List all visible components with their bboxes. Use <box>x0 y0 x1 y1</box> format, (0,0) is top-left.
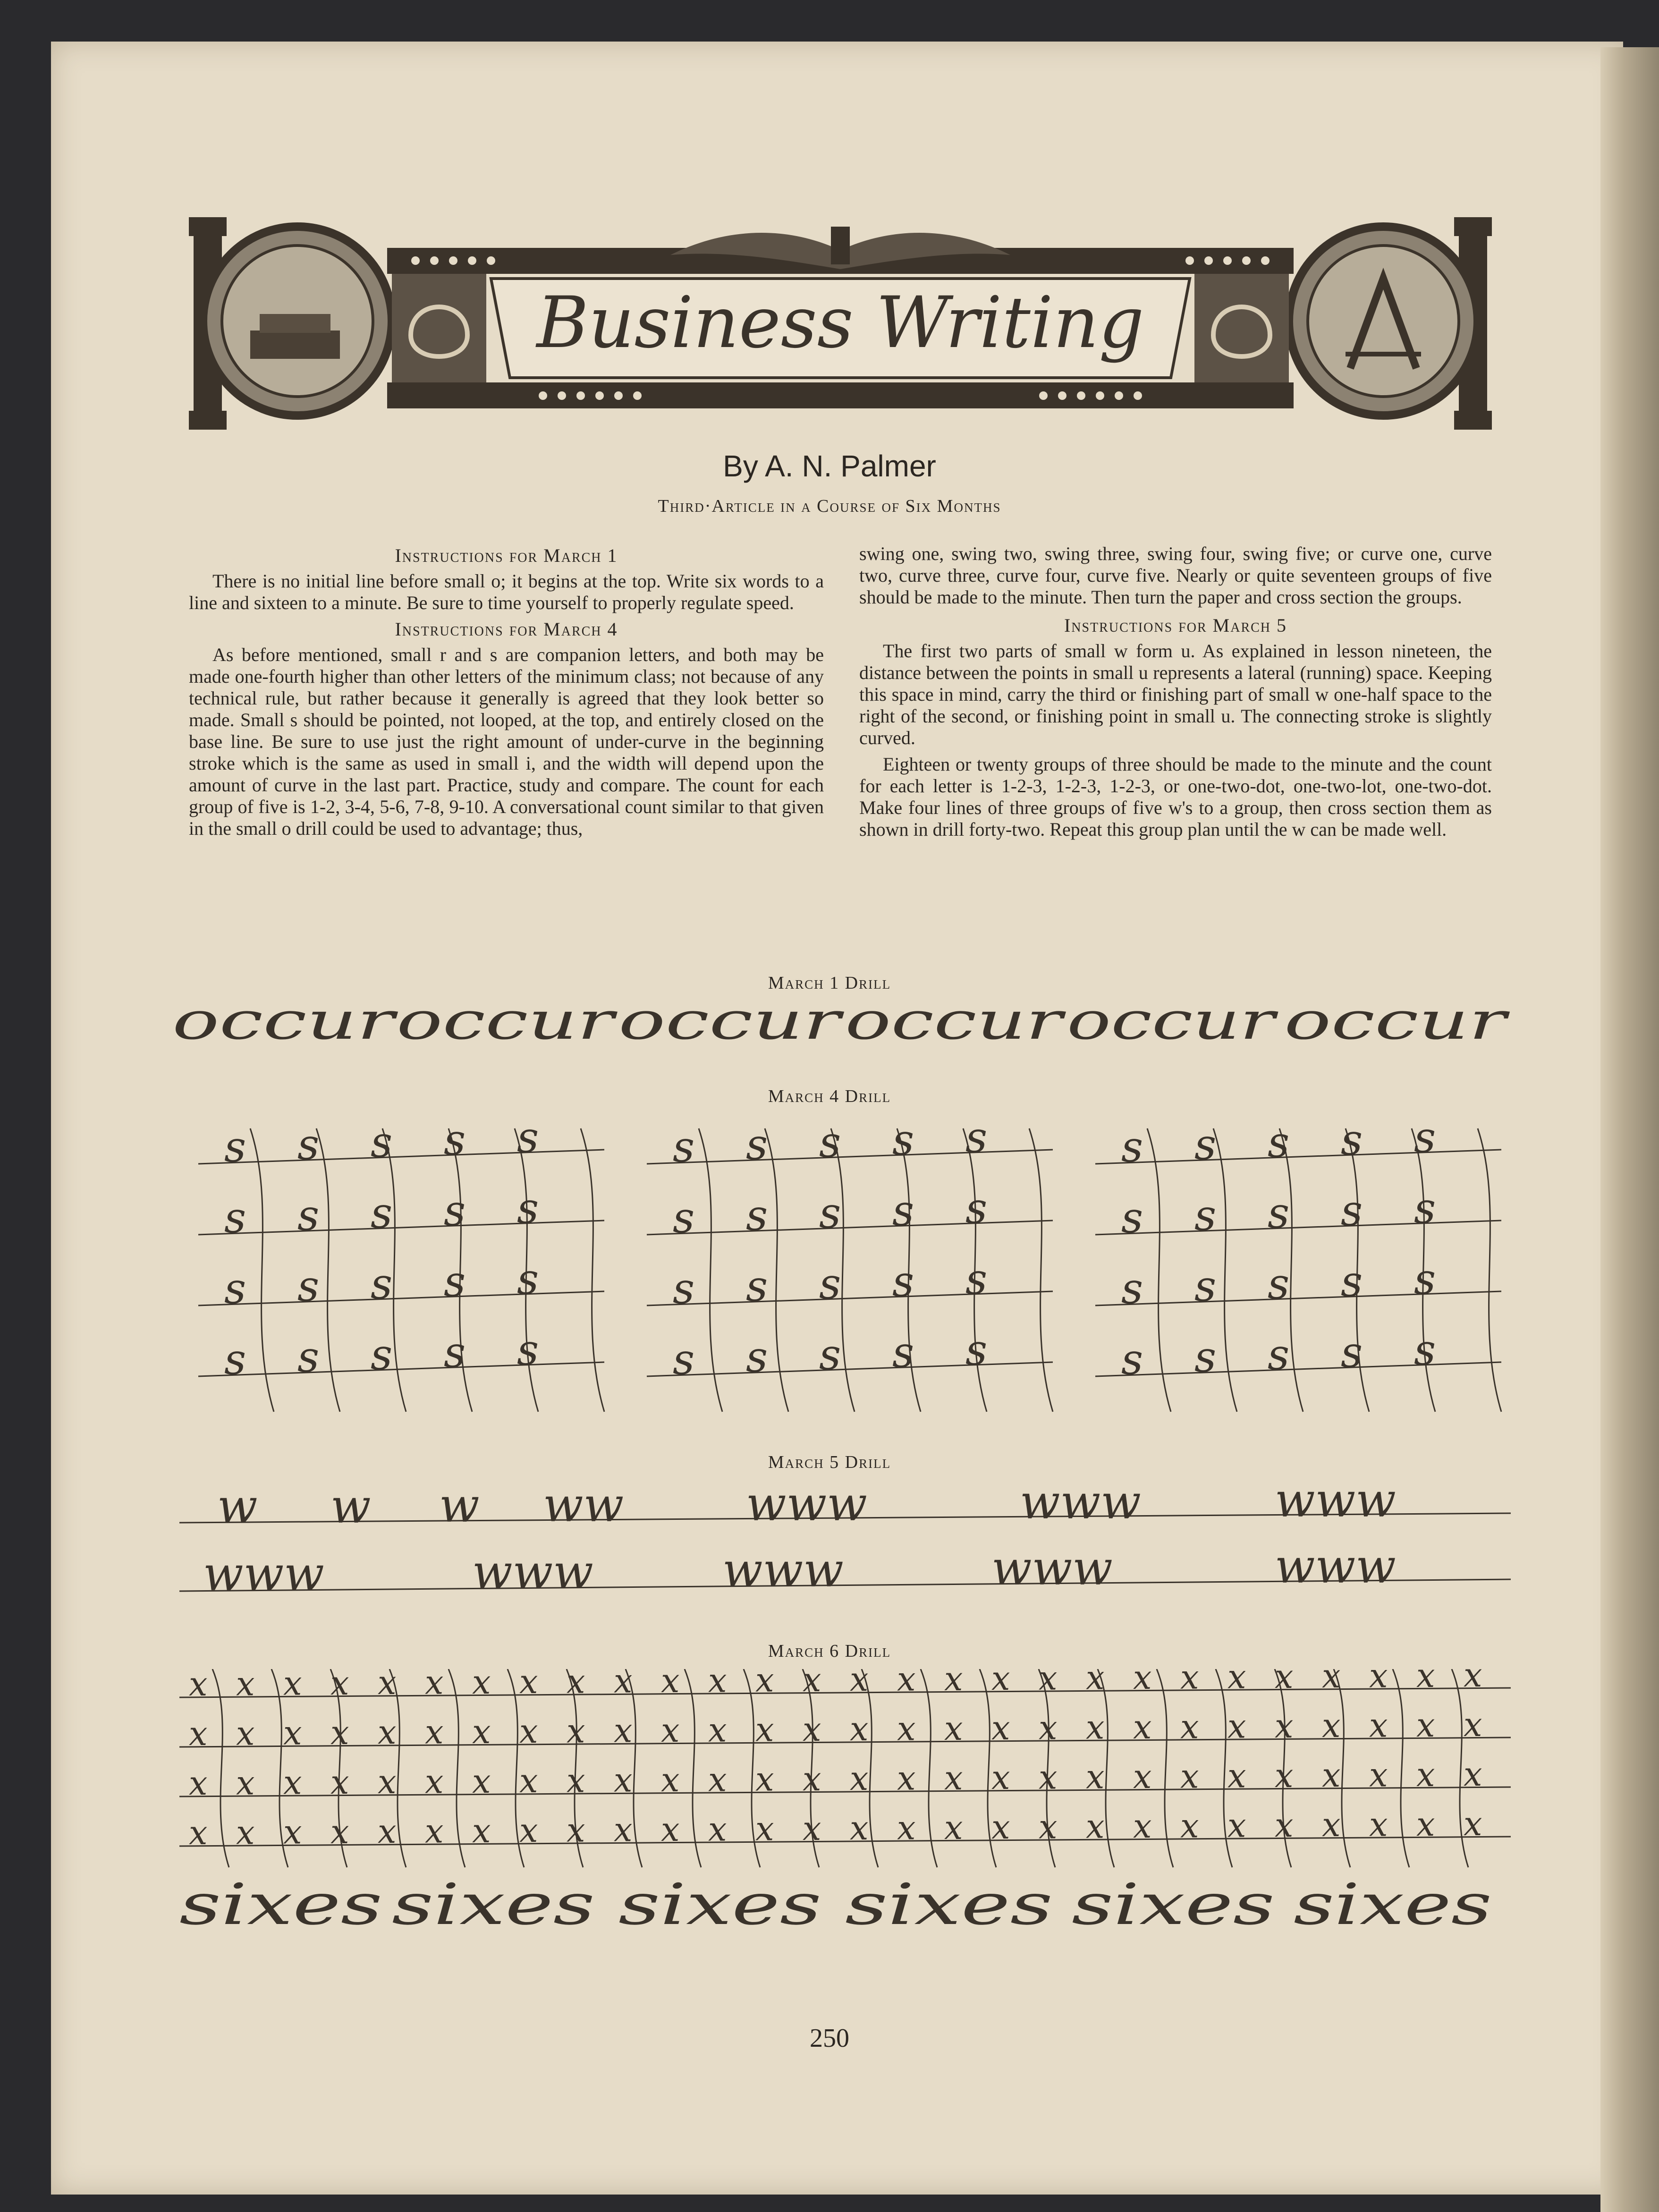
drill-letter: x <box>1322 1669 1341 1696</box>
drill-baseline <box>1095 1220 1501 1235</box>
drill-baseline <box>647 1362 1053 1376</box>
drill-letter: s <box>965 1254 988 1304</box>
march1-word: occur <box>172 996 399 1051</box>
drill-letter: x <box>1369 1669 1388 1695</box>
drill-letter: x <box>1227 1806 1246 1845</box>
drill-letter: x <box>1039 1708 1058 1747</box>
drill-letter: x <box>944 1808 963 1847</box>
drill-letter: x <box>1275 1669 1294 1696</box>
drill-letter: s <box>1414 1254 1436 1304</box>
march4-drill-label: March 4 Drill <box>768 1086 891 1106</box>
drill-letter: x <box>1180 1669 1199 1697</box>
march5-group: www <box>1020 1478 1141 1530</box>
drill-baseline <box>198 1291 604 1305</box>
drill-letter: x <box>330 1812 349 1851</box>
march1-drill-label: March 1 Drill <box>768 973 891 993</box>
drill-letter: x <box>189 1814 208 1852</box>
banner-title: Business Writing <box>536 282 1144 364</box>
header-banner <box>189 212 1492 434</box>
drill-letter: s <box>444 1119 466 1165</box>
drill-letter: x <box>472 1811 491 1850</box>
march5-drill-label: March 5 Drill <box>768 1452 891 1472</box>
drill-letter: x <box>803 1710 821 1749</box>
drill-letter: s <box>819 1259 841 1309</box>
drill-letter: x <box>567 1761 585 1800</box>
drill-letter: x <box>1322 1805 1341 1845</box>
drill-letter: s <box>892 1119 914 1165</box>
drill-letter: x <box>330 1713 349 1752</box>
drill-letter: s <box>444 1186 466 1236</box>
drill-letter: s <box>1121 1193 1143 1243</box>
drill-letter: x <box>1086 1708 1105 1747</box>
drill-letter: x <box>1227 1707 1246 1746</box>
drill-letter: s <box>224 1264 246 1314</box>
drill-letter: x <box>1133 1757 1152 1796</box>
drill-letter: x <box>519 1762 538 1801</box>
drill-letter: s <box>965 1325 988 1375</box>
drill-letter: x <box>991 1808 1010 1847</box>
march5-group: www <box>1275 1539 1396 1594</box>
march1-instructions-text: There is no initial line before small o; it begins at the top. Write six words to a line and sixteen to a minute. Be sure to time yourself to properly regulate speed. <box>189 570 824 613</box>
drill-letter: x <box>897 1709 916 1748</box>
march5-group: w <box>217 1479 258 1534</box>
drill-cross-stroke <box>581 1128 604 1412</box>
drill-letter: x <box>1227 1669 1246 1696</box>
drill-letter: x <box>803 1669 821 1699</box>
drill-letter: x <box>708 1810 727 1849</box>
drill-letter: s <box>297 1332 320 1382</box>
drill-cross-stroke <box>449 1669 465 1867</box>
drill-letter: x <box>755 1669 774 1700</box>
march6-word: sixes <box>845 1872 1053 1933</box>
drill-cross-stroke <box>250 1128 274 1412</box>
drill-letter: x <box>661 1711 680 1750</box>
march5-instructions-text-2: Eighteen or twenty groups of three should be made to the minute and the count for each letter is 1-2-3, 1-2-3, 1-2-3, or one-two-dot, one-two-lot, one-two-dot. Make four lines of three groups of five w's to a group, then cross section them as shown in drill forty-two. Repeat this group plan until the w can be made well. <box>859 754 1492 840</box>
drill-letter: s <box>224 1335 246 1384</box>
drill-letter: x <box>897 1808 916 1848</box>
author-byline: By A. N. Palmer <box>723 449 936 483</box>
march4-instructions-continued: swing one, swing two, swing three, swing four, swing five; or curve one, curve two, curve three, curve four, curve five. Nearly or quite seventeen groups of five should be made to the minute. Then turn the paper and cross section the groups. <box>859 543 1492 608</box>
drill-letter: s <box>746 1191 768 1240</box>
march5-group: w <box>330 1479 371 1534</box>
drill-letter: s <box>1121 1335 1143 1384</box>
march5-group: www <box>746 1478 867 1532</box>
drill-letter: x <box>708 1711 727 1750</box>
drill-letter: s <box>444 1328 466 1377</box>
drill-letter: s <box>517 1325 539 1375</box>
drill-baseline <box>1095 1362 1501 1376</box>
drill-baseline <box>647 1150 1053 1164</box>
march1-word: occur <box>845 996 1067 1051</box>
drill-letter: x <box>991 1709 1010 1748</box>
drill-letter: x <box>378 1812 397 1851</box>
drill-letter: x <box>1086 1757 1105 1797</box>
drill-letter: x <box>1133 1807 1152 1846</box>
drill-baseline <box>647 1291 1053 1305</box>
march1-instructions-heading: Instructions for March 1 <box>395 545 618 566</box>
drill-letter: x <box>236 1669 255 1703</box>
drill-letter: x <box>425 1669 444 1702</box>
drill-letter: x <box>1416 1669 1435 1695</box>
drill-letter: x <box>1416 1705 1435 1745</box>
drill-letter: x <box>944 1758 963 1797</box>
drill-letter: x <box>189 1669 208 1703</box>
drill-letter: x <box>567 1811 585 1850</box>
drill-letter: x <box>1464 1805 1482 1844</box>
drill-baseline <box>647 1220 1053 1235</box>
drill-letter: x <box>1039 1758 1058 1797</box>
drill-letter: x <box>850 1759 869 1798</box>
drill-letter: s <box>892 1186 914 1236</box>
drill-letter: x <box>708 1669 727 1700</box>
drill-cross-stroke <box>1147 1128 1171 1412</box>
drill-letter: x <box>661 1810 680 1849</box>
drill-letter: s <box>1268 1119 1290 1167</box>
drill-letter: x <box>1322 1706 1341 1746</box>
march1-word: occur <box>1067 996 1279 1051</box>
drill-letter: s <box>1341 1119 1363 1165</box>
drill-letter: s <box>1268 1330 1290 1380</box>
drill-letter: s <box>746 1332 768 1382</box>
drill-letter: x <box>944 1669 963 1698</box>
drill-letter: x <box>755 1710 774 1749</box>
drill-cross-stroke <box>1213 1128 1237 1412</box>
drill-letter: x <box>1369 1805 1388 1844</box>
drill-letter: x <box>661 1669 680 1700</box>
drill-letter: x <box>425 1762 444 1801</box>
drill-letter: x <box>189 1714 208 1753</box>
drill-letter: s <box>819 1330 841 1380</box>
drill-letter: s <box>224 1122 246 1172</box>
drill-letter: s <box>1414 1325 1436 1375</box>
drill-letter: x <box>1369 1755 1388 1795</box>
drill-letter: s <box>371 1119 393 1167</box>
drill-letter: x <box>1275 1805 1294 1845</box>
drill-letter: s <box>1268 1188 1290 1238</box>
march6-drill-label: March 6 Drill <box>768 1641 891 1661</box>
drill-letter: x <box>1133 1669 1152 1697</box>
drill-letter: s <box>673 1335 695 1384</box>
drill-letter: x <box>330 1763 349 1802</box>
drill-letter: x <box>897 1759 916 1798</box>
drill-letter: s <box>673 1264 695 1314</box>
drill-letter: s <box>517 1254 539 1304</box>
drill-cross-stroke <box>921 1669 937 1867</box>
drill-letter: s <box>371 1259 393 1309</box>
march1-drill <box>0 996 1659 1053</box>
march6-drill <box>0 1669 1659 1933</box>
drill-baseline <box>198 1150 604 1164</box>
drill-letter: x <box>755 1809 774 1848</box>
march4-instructions-heading: Instructions for March 4 <box>395 619 618 640</box>
drill-letter: s <box>892 1257 914 1306</box>
drill-letter: x <box>236 1714 255 1753</box>
drill-letter: x <box>897 1669 916 1699</box>
article-subtitle: Third·Article in a Course of Six Months <box>658 496 1001 516</box>
drill-letter: x <box>1180 1707 1199 1746</box>
drill-baseline <box>198 1220 604 1235</box>
drill-letter: s <box>965 1119 988 1162</box>
drill-letter: s <box>444 1257 466 1306</box>
drill-letter: x <box>236 1763 255 1803</box>
left-column <box>189 543 824 844</box>
drill-letter: x <box>283 1713 302 1753</box>
drill-letter: x <box>189 1764 208 1803</box>
march6-word: sixes <box>179 1872 382 1933</box>
march5-drill <box>0 1478 1659 1615</box>
drill-letter: x <box>425 1712 444 1752</box>
page-number: 250 <box>810 2024 849 2053</box>
drill-letter: s <box>297 1120 320 1170</box>
drill-letter: s <box>965 1184 988 1233</box>
drill-cross-stroke <box>699 1128 722 1412</box>
drill-letter: x <box>378 1713 397 1752</box>
drill-letter: s <box>746 1262 768 1311</box>
march5-group: www <box>472 1544 593 1600</box>
drill-letter: s <box>1194 1332 1217 1382</box>
march5-group: www <box>203 1546 324 1602</box>
drill-letter: x <box>1086 1669 1105 1697</box>
march4-instructions-text: As before mentioned, small r and s are companion letters, and both may be made one-fourth higher than other letters of the minimum class; not because of any technical rule, but rather because it generally is agreed that they look better so made. Small s should be pointed, not looped, at the top, and entirely closed on the base line. Be sure to use just the right amount of under-curve in the beginning stroke which is the same as used in small i, and the width will depend upon the amount of curve in the last part. Practice, study and compare. The count for each group of five is 1-2, 3-4, 5-6, 7-8, 9-10. A conversational count similar to that given in the small o drill could be used to advantage; thus, <box>189 644 824 839</box>
drill-letter: x <box>519 1669 538 1702</box>
drill-letter: x <box>472 1762 491 1801</box>
drill-letter: x <box>1464 1669 1482 1695</box>
drill-letter: x <box>1416 1805 1435 1844</box>
drill-letter: x <box>283 1813 302 1852</box>
drill-letter: x <box>803 1759 821 1798</box>
drill-cross-stroke <box>1478 1128 1501 1412</box>
drill-letter: x <box>283 1763 302 1802</box>
drill-letter: s <box>1341 1257 1363 1306</box>
drill-letter: s <box>673 1193 695 1243</box>
drill-letter: s <box>371 1188 393 1238</box>
drill-letter: s <box>1414 1119 1436 1162</box>
drill-letter: x <box>991 1758 1010 1797</box>
drill-letter: s <box>892 1328 914 1377</box>
right-column <box>859 543 1492 845</box>
drill-letter: s <box>1341 1328 1363 1377</box>
march5-instructions-heading: Instructions for March 5 <box>1064 615 1287 636</box>
drill-letter: x <box>1464 1705 1482 1745</box>
drill-letter: s <box>1194 1262 1217 1311</box>
drill-letter: x <box>1180 1757 1199 1796</box>
march6-word: sixes <box>1294 1872 1492 1933</box>
drill-letter: s <box>673 1122 695 1172</box>
drill-letter: x <box>330 1669 349 1703</box>
drill-letter: x <box>614 1669 633 1701</box>
drill-letter: s <box>1414 1184 1436 1233</box>
march6-word: sixes <box>1072 1872 1275 1933</box>
march5-group: w <box>439 1478 480 1533</box>
drill-letter: x <box>472 1712 491 1751</box>
drill-letter: x <box>614 1810 633 1849</box>
drill-letter: s <box>819 1119 841 1167</box>
drill-letter: x <box>425 1812 444 1851</box>
drill-letter: x <box>236 1813 255 1852</box>
drill-letter: x <box>1369 1706 1388 1745</box>
drill-letter: x <box>755 1760 774 1799</box>
drill-letter: s <box>517 1119 539 1162</box>
march5-instructions-text-1: The first two parts of small w form u. As explained in lesson nineteen, the distance between the points in small u represents a lateral (running) space. Keeping this space in mind, carry the third or finishing part of small w one-half space to the right of the second, or finishing point in small u. The connecting stroke is slightly curved. <box>859 640 1492 748</box>
march6-word: sixes <box>392 1872 595 1933</box>
drill-letter: x <box>519 1712 538 1751</box>
march1-word: occur <box>397 996 618 1051</box>
drill-letter: s <box>371 1330 393 1380</box>
drill-letter: s <box>297 1191 320 1240</box>
march1-word: occur <box>618 996 845 1051</box>
drill-letter: x <box>1322 1756 1341 1795</box>
drill-letter: x <box>1227 1756 1246 1796</box>
march1-word: occur <box>1284 996 1511 1051</box>
drill-letter: s <box>1341 1186 1363 1236</box>
march5-group: ww <box>543 1478 624 1533</box>
march4-drill <box>0 1119 1659 1421</box>
drill-letter: x <box>850 1809 869 1848</box>
drill-letter: s <box>746 1120 768 1170</box>
drill-letter: s <box>297 1262 320 1311</box>
drill-cross-stroke <box>1029 1128 1053 1412</box>
drill-cross-stroke <box>765 1128 788 1412</box>
drill-letter: x <box>519 1811 538 1850</box>
drill-letter: x <box>1133 1708 1152 1746</box>
drill-letter: x <box>661 1761 680 1799</box>
drill-letter: x <box>1039 1807 1058 1847</box>
drill-letter: s <box>1194 1120 1217 1170</box>
drill-letter: s <box>517 1184 539 1233</box>
drill-letter: x <box>1180 1806 1199 1846</box>
drill-letter: x <box>850 1669 869 1699</box>
drill-cross-stroke <box>212 1669 229 1867</box>
drill-baseline <box>1095 1291 1501 1305</box>
drill-letter: x <box>1464 1755 1482 1794</box>
drill-letter: s <box>819 1188 841 1238</box>
march6-word: sixes <box>618 1872 821 1933</box>
drill-letter: x <box>1039 1669 1058 1698</box>
drill-letter: s <box>1268 1259 1290 1309</box>
drill-letter: x <box>614 1711 633 1750</box>
drill-letter: x <box>567 1712 585 1751</box>
drill-letter: x <box>378 1763 397 1802</box>
drill-letter: x <box>708 1760 727 1799</box>
drill-letter: x <box>991 1669 1010 1698</box>
drill-letter: x <box>378 1669 397 1703</box>
drill-letter: x <box>614 1761 633 1800</box>
drill-letter: x <box>1416 1755 1435 1794</box>
drill-cross-stroke <box>316 1128 340 1412</box>
march5-group: www <box>722 1542 844 1598</box>
drill-letter: x <box>472 1669 491 1702</box>
march5-group: www <box>1275 1478 1396 1528</box>
drill-letter: x <box>1086 1807 1105 1846</box>
drill-letter: s <box>224 1193 246 1243</box>
drill-letter: s <box>1121 1122 1143 1172</box>
drill-letter: x <box>944 1709 963 1748</box>
drill-letter: s <box>1121 1264 1143 1314</box>
march5-group: www <box>991 1541 1113 1596</box>
drill-cross-stroke <box>685 1669 701 1867</box>
drill-letter: x <box>1275 1756 1294 1795</box>
drill-baseline <box>198 1362 604 1376</box>
drill-letter: x <box>850 1710 869 1749</box>
drill-letter: x <box>567 1669 585 1701</box>
drill-cross-stroke <box>1157 1669 1173 1867</box>
drill-baseline <box>1095 1150 1501 1164</box>
drill-letter: x <box>1275 1706 1294 1746</box>
drill-letter: x <box>803 1809 821 1848</box>
drill-letter: x <box>283 1669 302 1703</box>
drill-letter: s <box>1194 1191 1217 1240</box>
